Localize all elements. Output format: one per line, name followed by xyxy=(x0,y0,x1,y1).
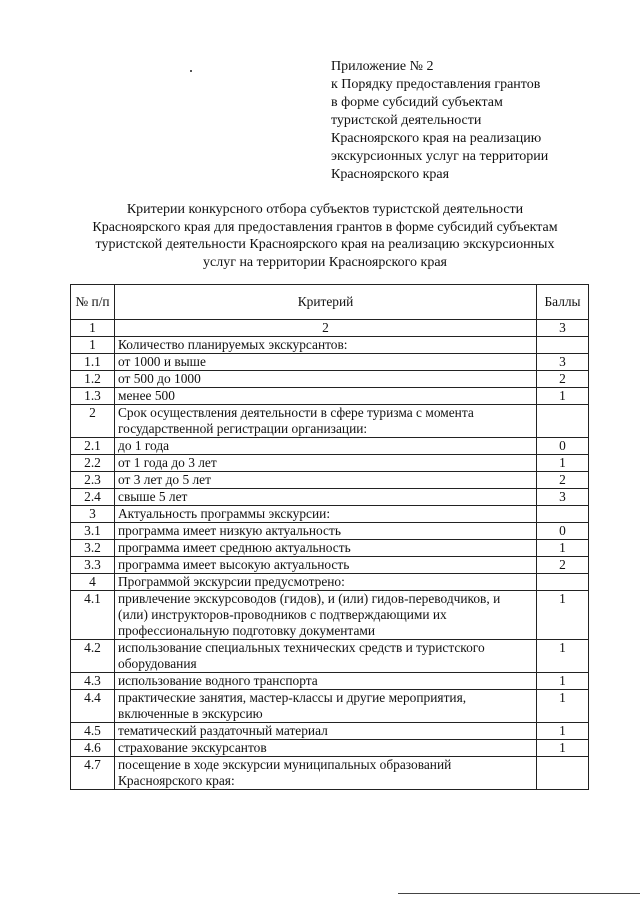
row-criterion: Программой экскурсии предусмотрено: xyxy=(115,574,537,591)
row-points xyxy=(537,337,589,354)
row-points: 3 xyxy=(537,489,589,506)
table-row xyxy=(71,388,589,405)
row-points: 1 xyxy=(537,673,589,690)
row-criterion: программа имеет низкую актуальность xyxy=(115,523,537,540)
row-criterion: Количество планируемых экскурсантов: xyxy=(115,337,537,354)
appendix-line: в форме субсидий субъектам xyxy=(331,95,503,110)
row-criterion: использование водного транспорта xyxy=(115,673,537,690)
row-points xyxy=(537,405,589,438)
index-cell: 2 xyxy=(115,320,537,337)
table-row xyxy=(71,574,589,591)
row-points: 1 xyxy=(537,690,589,723)
row-criterion: Срок осуществления деятельности в сфере туризма с момента государственной регистрации организации: xyxy=(115,405,537,438)
index-cell: 3 xyxy=(537,320,589,337)
appendix-line: экскурсионных услуг на территории xyxy=(331,149,549,164)
row-number: 1 xyxy=(71,337,115,354)
header-points: Баллы xyxy=(537,285,589,320)
table-index-row xyxy=(71,320,589,337)
title-line: услуг на территории Красноярского края xyxy=(203,254,447,270)
row-points: 2 xyxy=(537,557,589,574)
criteria-table-body xyxy=(71,337,589,790)
row-points: 3 xyxy=(537,354,589,371)
row-criterion: практические занятия, мастер-классы и другие мероприятия, включенные в экскурсию xyxy=(115,690,537,723)
row-number: 3.1 xyxy=(71,523,115,540)
table-row xyxy=(71,472,589,489)
appendix-line: Красноярского края на реализацию xyxy=(331,131,542,146)
row-number: 2.3 xyxy=(71,472,115,489)
row-criterion: тематический раздаточный материал xyxy=(115,723,537,740)
appendix-line: Красноярского края xyxy=(331,167,450,182)
row-criterion: посещение в ходе экскурсии муниципальных образований Красноярского края: xyxy=(115,757,537,790)
appendix-line: туристской деятельности xyxy=(331,113,482,128)
row-number: 4.7 xyxy=(71,757,115,790)
table-header-row xyxy=(71,285,589,320)
row-criterion: использование специальных технических средств и туристского оборудования xyxy=(115,640,537,673)
table-row xyxy=(71,673,589,690)
row-number: 4.2 xyxy=(71,640,115,673)
table-row xyxy=(71,740,589,757)
row-criterion: до 1 года xyxy=(115,438,537,455)
row-points xyxy=(537,574,589,591)
row-criterion: от 1000 и выше xyxy=(115,354,537,371)
row-number: 4 xyxy=(71,574,115,591)
table-row xyxy=(71,540,589,557)
table-row xyxy=(71,591,589,640)
table-row xyxy=(71,690,589,723)
row-number: 2.1 xyxy=(71,438,115,455)
header-criterion: Критерий xyxy=(115,285,537,320)
row-points: 2 xyxy=(537,472,589,489)
row-points: 1 xyxy=(537,388,589,405)
table-row xyxy=(71,757,589,790)
row-number: 4.1 xyxy=(71,591,115,640)
row-criterion: страхование экскурсантов xyxy=(115,740,537,757)
row-number: 1.3 xyxy=(71,388,115,405)
row-points: 1 xyxy=(537,740,589,757)
table-row xyxy=(71,371,589,388)
row-criterion: привлечение экскурсоводов (гидов), и (или) гидов-переводчиков, и (или) инструкторов-проводников с подтверждающими их профессиональную подготовку документами xyxy=(115,591,537,640)
row-number: 1.2 xyxy=(71,371,115,388)
table-row xyxy=(71,640,589,673)
row-points: 1 xyxy=(537,591,589,640)
row-number: 3.3 xyxy=(71,557,115,574)
table-row xyxy=(71,523,589,540)
criteria-table xyxy=(70,284,589,790)
row-number: 4.6 xyxy=(71,740,115,757)
appendix-line: к Порядку предоставления грантов xyxy=(331,77,541,92)
row-points xyxy=(537,506,589,523)
table-row xyxy=(71,489,589,506)
scan-edge-line xyxy=(398,893,640,894)
row-number: 2.4 xyxy=(71,489,115,506)
title-line: туристской деятельности Красноярского края на реализацию экскурсионных xyxy=(95,237,555,252)
table-row xyxy=(71,506,589,523)
title-line: Критерии конкурсного отбора субъектов туристской деятельности xyxy=(126,202,524,217)
table-row xyxy=(71,557,589,574)
row-criterion: свыше 5 лет xyxy=(115,489,537,506)
row-number: 3 xyxy=(71,506,115,523)
table-row xyxy=(71,354,589,371)
table-row xyxy=(71,723,589,740)
row-number: 4.3 xyxy=(71,673,115,690)
table-row xyxy=(71,405,589,438)
title-line: Красноярского края для предоставления грантов в форме субсидий субъектам xyxy=(92,219,558,235)
row-criterion: от 3 лет до 5 лет xyxy=(115,472,537,489)
row-criterion: программа имеет высокую актуальность xyxy=(115,557,537,574)
table-row xyxy=(71,337,589,354)
index-cell: 1 xyxy=(71,320,115,337)
row-number: 4.5 xyxy=(71,723,115,740)
row-points: 1 xyxy=(537,540,589,557)
row-points: 2 xyxy=(537,371,589,388)
row-number: 4.4 xyxy=(71,690,115,723)
scan-speck xyxy=(190,70,192,72)
row-criterion: менее 500 xyxy=(115,388,537,405)
row-criterion: от 500 до 1000 xyxy=(115,371,537,388)
row-points: 0 xyxy=(537,438,589,455)
row-points: 1 xyxy=(537,455,589,472)
table-row xyxy=(71,438,589,455)
row-number: 3.2 xyxy=(71,540,115,557)
row-number: 2.2 xyxy=(71,455,115,472)
row-criterion: Актуальность программы экскурсии: xyxy=(115,506,537,523)
row-number: 1.1 xyxy=(71,354,115,371)
appendix-header xyxy=(331,58,621,184)
row-criterion: программа имеет среднюю актуальность xyxy=(115,540,537,557)
row-points xyxy=(537,757,589,790)
row-points: 1 xyxy=(537,723,589,740)
document-title xyxy=(60,201,590,271)
appendix-line: Приложение № 2 xyxy=(331,59,434,74)
header-number: № п/п xyxy=(71,285,115,320)
row-number: 2 xyxy=(71,405,115,438)
row-points: 1 xyxy=(537,640,589,673)
row-criterion: от 1 года до 3 лет xyxy=(115,455,537,472)
row-points: 0 xyxy=(537,523,589,540)
table-row xyxy=(71,455,589,472)
